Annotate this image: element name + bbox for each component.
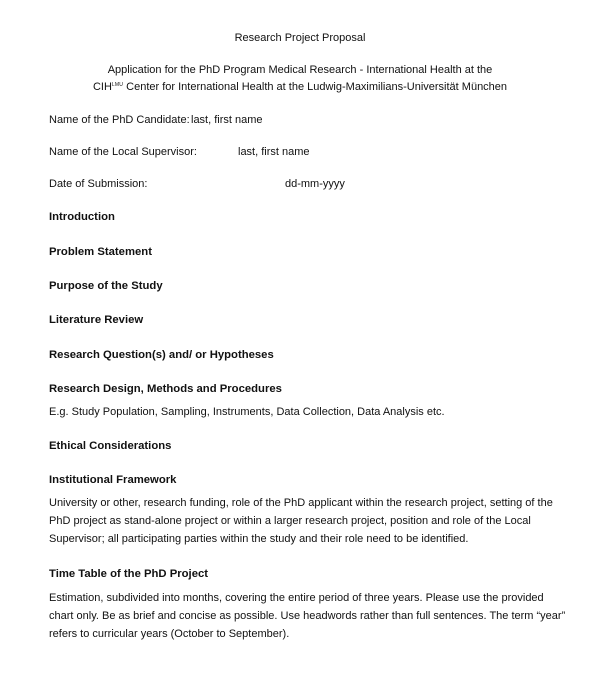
document-title: Research Project Proposal bbox=[234, 32, 366, 44]
candidate-name-label: Name of the PhD Candidate: bbox=[49, 114, 190, 126]
center-name: Center for International Health at the Ludwig-Maximilians-Universität München bbox=[123, 81, 508, 93]
candidate-name-field bbox=[49, 114, 569, 130]
local-supervisor-label: Name of the Local Supervisor: bbox=[49, 146, 197, 158]
research-design-heading: Research Design, Methods and Procedures bbox=[49, 383, 282, 395]
purpose-heading: Purpose of the Study bbox=[49, 280, 163, 292]
cih-abbreviation: CIH bbox=[92, 81, 112, 93]
time-table-heading: Time Table of the PhD Project bbox=[49, 568, 209, 580]
research-design-text: E.g. Study Population, Sampling, Instruments, Data Collection, Data Analysis etc. bbox=[49, 406, 445, 418]
literature-review-heading: Literature Review bbox=[49, 314, 144, 326]
candidate-name-value: last, first name bbox=[191, 114, 263, 126]
local-supervisor-value: last, first name bbox=[238, 146, 310, 158]
time-table-line: refers to curricular years (October to September). bbox=[49, 628, 290, 640]
submission-date-label: Date of Submission: bbox=[49, 178, 148, 190]
local-supervisor-field bbox=[49, 146, 569, 162]
institutional-framework-line: University or other, research funding, role of the PhD applicant within the research project, setting of the bbox=[49, 497, 553, 509]
program-title-line-2 bbox=[0, 81, 600, 94]
time-table-line: chart only. Be as brief and concise as possible. Use headwords rather than full sentences. The term “year” bbox=[49, 610, 566, 622]
submission-date-value: dd-mm-yyyy bbox=[285, 178, 345, 190]
institutional-framework-heading: Institutional Framework bbox=[49, 474, 177, 486]
submission-date-field bbox=[49, 178, 569, 194]
program-title-line-1: Application for the PhD Program Medical Research - International Health at the bbox=[107, 64, 493, 76]
problem-statement-heading: Problem Statement bbox=[49, 246, 152, 258]
lmu-superscript: LMU bbox=[111, 82, 124, 88]
institutional-framework-line: PhD project as stand-alone project or within a larger research project, position and role of the Local bbox=[49, 515, 531, 527]
time-table-line: Estimation, subdivided into months, covering the entire period of three years. Please use the provided bbox=[49, 592, 544, 604]
institutional-framework-line: Supervisor; all participating parties within the study and their role need to be identified. bbox=[49, 533, 469, 545]
ethical-considerations-heading: Ethical Considerations bbox=[49, 440, 172, 452]
introduction-heading: Introduction bbox=[49, 211, 115, 223]
research-questions-heading: Research Question(s) and/ or Hypotheses bbox=[49, 349, 274, 361]
